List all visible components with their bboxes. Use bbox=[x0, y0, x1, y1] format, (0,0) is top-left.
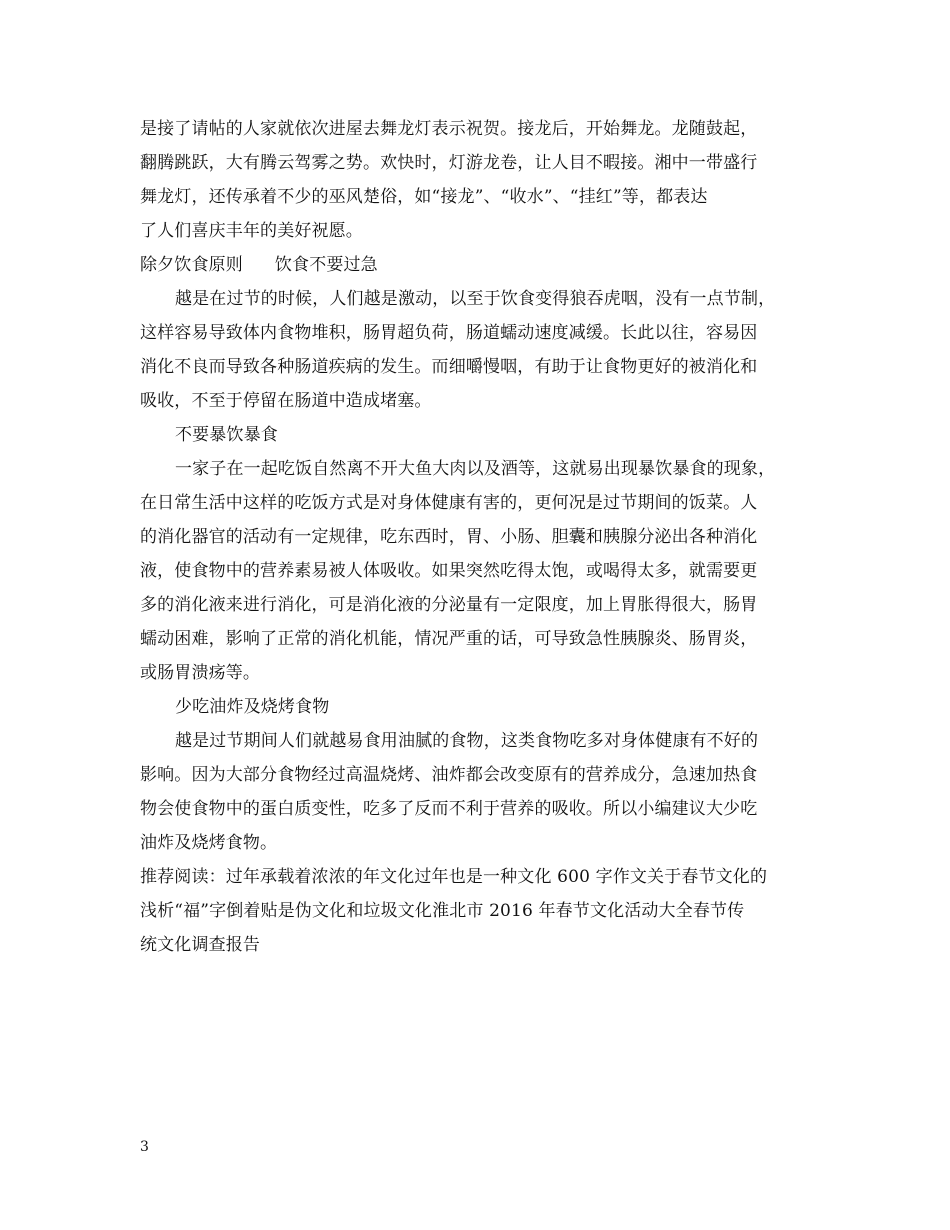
text-line: 推荐阅读：过年承载着浓浓的年文化过年也是一种文化 600 字作文关于春节文化的 bbox=[140, 867, 768, 887]
paragraph-no-overeating bbox=[140, 452, 812, 690]
text-line: 或肠胃溃疡等。 bbox=[140, 663, 261, 683]
subheading-no-overeating: 不要暴饮暴食 bbox=[175, 425, 278, 445]
text-line: 物会使食物中的蛋白质变性，吃多了反而不利于营养的吸收。所以小编建议大少吃 bbox=[140, 799, 758, 819]
text-line: 的消化器官的活动有一定规律，吃东西时，胃、小肠、胆囊和胰腺分泌出各种消化 bbox=[140, 527, 758, 547]
recommended-reading bbox=[140, 860, 812, 962]
text-line: 一家子在一起吃饭自然离不开大鱼大肉以及酒等，这就易出现暴饮暴食的现象， bbox=[175, 459, 776, 479]
text-line: 了人们喜庆丰年的美好祝愿。 bbox=[140, 221, 363, 241]
text-line: 蠕动困难，影响了正常的消化机能，情况严重的话，可导致急性胰腺炎、肠胃炎， bbox=[140, 629, 758, 649]
paragraph-fried-food bbox=[140, 724, 812, 860]
section-heading bbox=[140, 248, 812, 282]
section-heading-subtitle: 饮食不要过急 bbox=[274, 255, 378, 275]
text-line: 影响。因为大部分食物经过高温烧烤、油炸都会改变原有的营养成分，急速加热食 bbox=[140, 765, 758, 785]
text-line: 多的消化液来进行消化，可是消化液的分泌量有一定限度，加上胃胀得很大，肠胃 bbox=[140, 595, 758, 615]
paragraph-not-too-fast bbox=[140, 282, 812, 418]
text-line: 吸收，不至于停留在肠道中造成堵塞。 bbox=[140, 391, 432, 411]
section-heading-title: 除夕饮食原则 bbox=[140, 255, 243, 275]
subheading-fried-food: 少吃油炸及烧烤食物 bbox=[175, 697, 330, 717]
text-line: 这样容易导致体内食物堆积，肠胃超负荷，肠道蠕动速度减缓。长此以往，容易因 bbox=[140, 323, 758, 343]
document-body bbox=[140, 112, 812, 962]
text-line: 是接了请帖的人家就依次进屋去舞龙灯表示祝贺。接龙后，开始舞龙。龙随鼓起， bbox=[140, 119, 758, 139]
text-line: 液，使食物中的营养素易被人体吸收。如果突然吃得太饱，或喝得太多，就需要更 bbox=[140, 561, 758, 581]
text-line: 在日常生活中这样的吃饭方式是对身体健康有害的，更何况是过节期间的饭菜。人 bbox=[140, 493, 758, 513]
text-line: 越是过节期间人们就越易食用油腻的食物，这类食物吃多对身体健康有不好的 bbox=[175, 731, 759, 751]
page-number: 3 bbox=[140, 1139, 149, 1155]
text-line: 消化不良而导致各种肠道疾病的发生。而细嚼慢咽，有助于让食物更好的被消化和 bbox=[140, 357, 758, 377]
text-line: 舞龙灯，还传承着不少的巫风楚俗，如“接龙”、“收水”、“挂红”等，都表达 bbox=[140, 187, 708, 207]
text-line: 油炸及烧烤食物。 bbox=[140, 833, 278, 853]
text-line: 统文化调查报告 bbox=[140, 935, 261, 955]
paragraph-dragon-dance bbox=[140, 112, 812, 248]
text-line: 浅析“福”字倒着贴是伪文化和垃圾文化淮北市 2016 年春节文化活动大全春节传 bbox=[140, 901, 745, 921]
text-line: 翻腾跳跃，大有腾云驾雾之势。欢快时，灯游龙卷，让人目不暇接。湘中一带盛行 bbox=[140, 153, 758, 173]
text-line: 越是在过节的时候，人们越是激动，以至于饮食变得狼吞虎咽，没有一点节制， bbox=[175, 289, 776, 309]
